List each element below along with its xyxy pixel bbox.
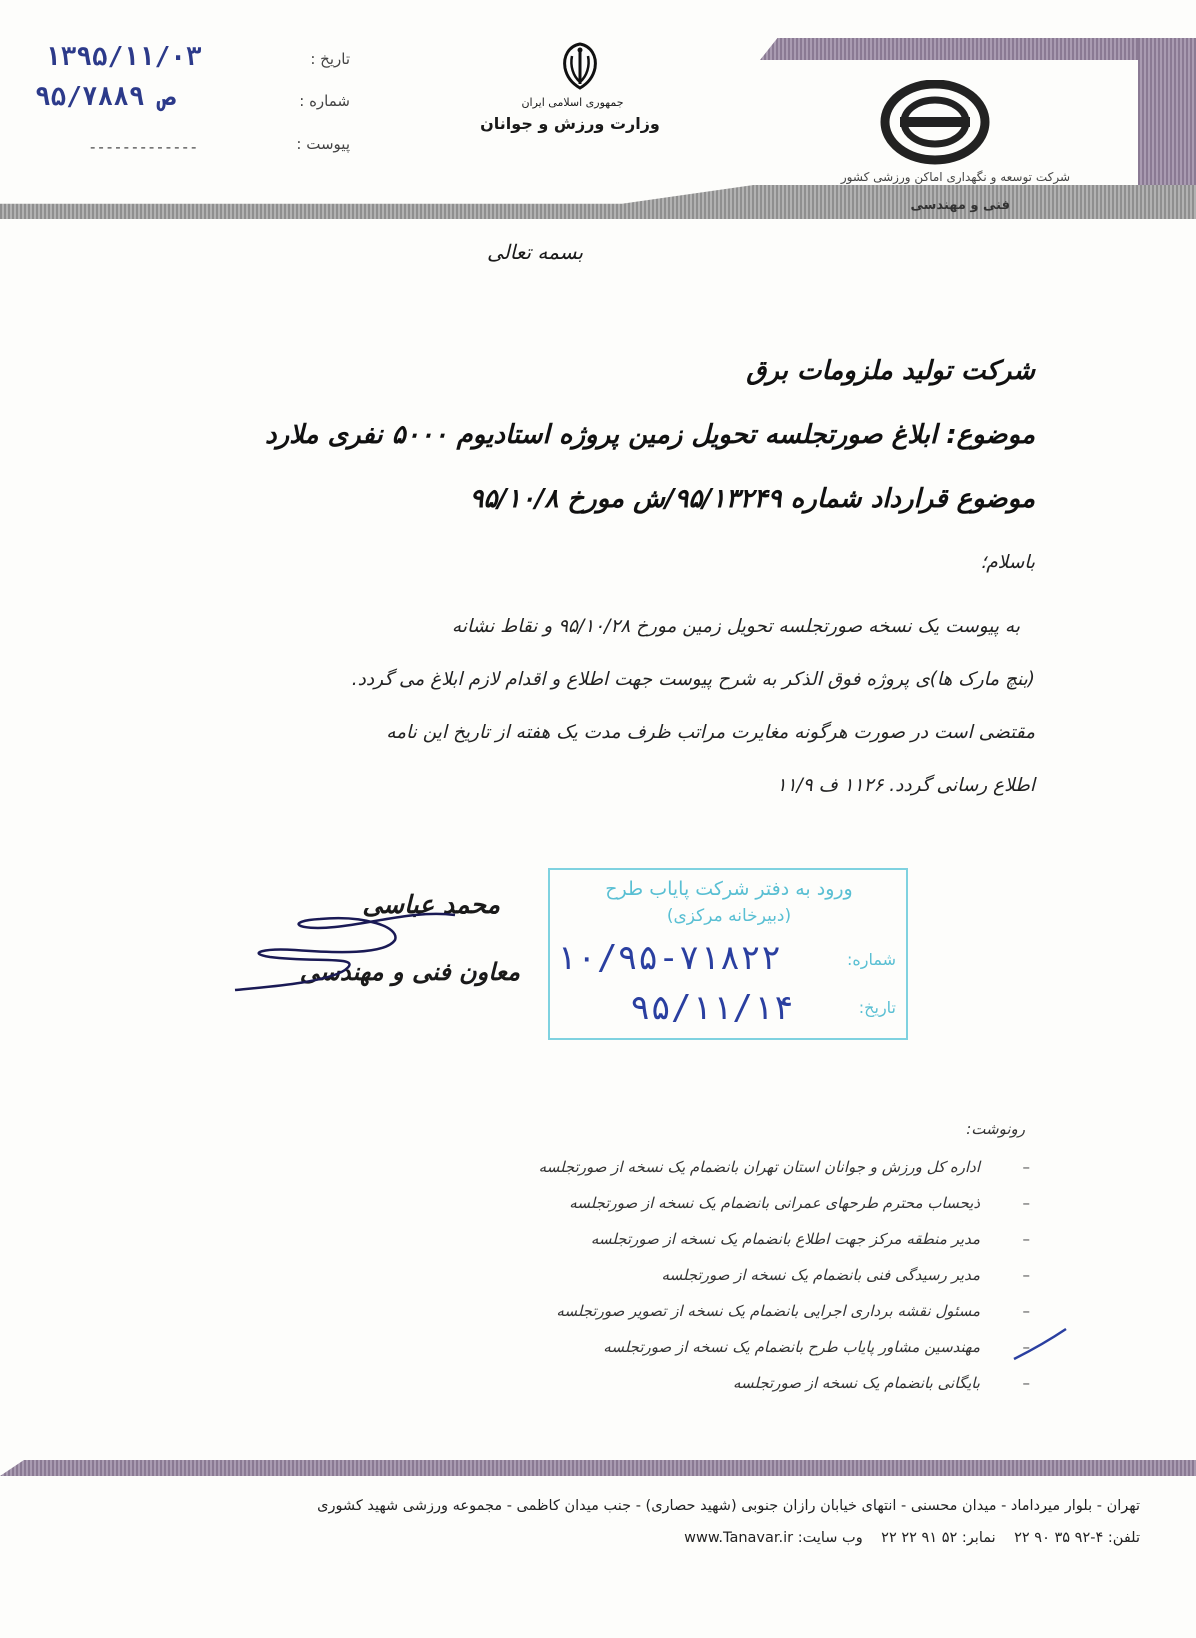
subject: موضوع: ابلاغ صورتجلسه تحویل زمین پروژه استادیوم ۵۰۰۰ نفری ملارد xyxy=(264,420,1035,450)
emblem-caption: جمهوری اسلامی ایران xyxy=(521,96,624,109)
letter-meta xyxy=(30,40,350,160)
signatory-name: محمد عباسی xyxy=(362,890,500,919)
date-label: تاریخ : xyxy=(310,50,350,68)
footer-fax-label: نمابر: xyxy=(961,1530,996,1546)
check-mark-icon xyxy=(1010,1325,1070,1365)
stamp-number-label: شماره: xyxy=(846,950,896,969)
cc-dash-6: – xyxy=(1022,1338,1030,1356)
footer-address: تهران - بلوار میرداماد - میدان محسنی - انتهای خیابان رازان جنوبی (شهید حصاری) - جنب میدان کاظمی - مجموعه ورزشی شهید کشوری xyxy=(317,1498,1140,1514)
date-value: ۱۳۹۵/۱۱/۰۳ xyxy=(45,42,202,72)
number-value: ۹۵/۷۸۸۹ ص xyxy=(35,82,176,112)
footer-band xyxy=(0,1460,1196,1476)
ministry-block xyxy=(480,40,680,150)
signatory-title: معاون فنی و مهندسی xyxy=(299,958,520,986)
greeting: باسلام؛ xyxy=(980,552,1035,573)
handwritten-signature-icon xyxy=(225,895,475,1005)
footer-phone: ۴-۹۲ ۳۵ ۹۰ ۲۲ xyxy=(1014,1530,1104,1546)
ministry-name: وزارت ورزش و جوانان xyxy=(480,114,660,133)
cc-dash-7: – xyxy=(1022,1374,1030,1392)
company-name: شرکت توسعه و نگهداری اماکن ورزشی کشور xyxy=(840,170,1070,184)
stamp-date-label: تاریخ: xyxy=(858,998,896,1017)
number-label: شماره : xyxy=(299,92,350,110)
department-name: فنی و مهندسی xyxy=(910,198,1010,213)
cc-dash-1: – xyxy=(1022,1158,1030,1176)
stamp-number-value: ۱۰/۹۵-۷۱۸۲۲ xyxy=(556,938,782,978)
cc-dash-5: – xyxy=(1022,1302,1030,1320)
cc-dash-4: – xyxy=(1022,1266,1030,1284)
basmala: بسمه تعالی xyxy=(486,240,584,264)
iran-emblem-icon xyxy=(557,40,603,92)
footer-contact xyxy=(405,1530,1140,1546)
cc-item-2: ذیحساب محترم طرحهای عمرانی بانضمام یک نسخه از صورتجلسه xyxy=(569,1194,980,1212)
cc-dash-3: – xyxy=(1022,1230,1030,1248)
cc-label: رونوشت: xyxy=(966,1120,1025,1138)
cc-item-6: مهندسین مشاور پایاب طرح بانضمام یک نسخه از صورتجلسه xyxy=(603,1338,980,1356)
body-line-4: اطلاع رسانی گردد. ۱۱۲۶ ف ۱۱/۹ xyxy=(776,775,1035,796)
header-top-band xyxy=(760,38,1196,60)
stamp-line-1: ورود به دفتر شرکت پایاب طرح xyxy=(605,878,853,900)
cc-item-1: اداره کل ورزش و جوانان استان تهران بانضمام یک نسخه از صورتجلسه xyxy=(538,1158,980,1176)
attachment-label: پیوست : xyxy=(296,135,350,153)
cc-item-3: مدیر منطقه مرکز جهت اطلاع بانضمام یک نسخه از صورتجلسه xyxy=(590,1230,980,1248)
cc-dash-2: – xyxy=(1022,1194,1030,1212)
receipt-stamp xyxy=(548,868,908,1040)
footer-web-label: وب سایت: xyxy=(797,1530,863,1546)
body-line-2: (بنچ مارک ها)ی پروژه فوق الذکر به شرح پیوست جهت اطلاع و اقدام لازم ابلاغ می گردد. xyxy=(351,669,1035,690)
cc-item-7: بایگانی بانضمام یک نسخه از صورتجلسه xyxy=(732,1374,980,1392)
cc-item-5: مسئول نقشه برداری اجرایی بانضمام یک نسخه از تصویر صورتجلسه xyxy=(556,1302,980,1320)
cc-item-4: مدیر رسیدگی فنی بانضمام یک نسخه از صورتجلسه xyxy=(661,1266,980,1284)
company-logo-icon xyxy=(880,80,990,165)
footer-fax: ۵۲ ۹۱ ۲۲ ۲۲ xyxy=(881,1530,958,1546)
footer-website[interactable]: www.Tanavar.ir xyxy=(684,1530,794,1546)
header-band xyxy=(0,185,1196,219)
stamp-date-value: ۹۵/۱۱/۱۴ xyxy=(630,988,794,1028)
body-line-1: به پیوست یک نسخه صورتجلسه تحویل زمین مورخ ۹۵/۱۰/۲۸ و نقاط نشانه xyxy=(451,616,1020,637)
footer-phone-label: تلفن: xyxy=(1107,1530,1140,1546)
stamp-line-2: (دبیرخانه مرکزی) xyxy=(666,906,792,926)
body-line-3: مقتضی است در صورت هرگونه مغایرت مراتب ظرف مدت یک هفته از تاریخ این نامه xyxy=(386,722,1035,743)
attachment-value: ------------- xyxy=(90,138,200,156)
addressee: شرکت تولید ملزومات برق xyxy=(746,356,1035,386)
contract: موضوع قرارداد شماره ۹۵/۱۳۲۴۹/ش مورخ ۹۵/۱۰/۸ xyxy=(469,484,1035,514)
cc-list xyxy=(440,1158,1040,1428)
